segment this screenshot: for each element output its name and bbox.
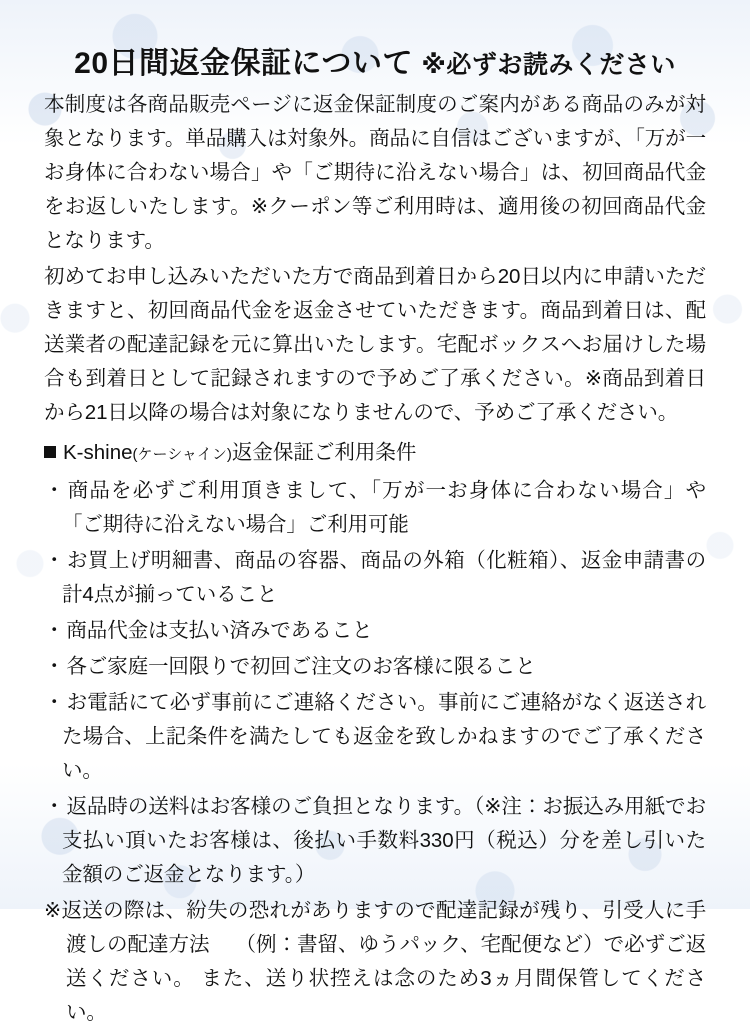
list-item-text: 商品代金は支払い済みであること [66,619,373,642]
list-item [44,474,706,542]
list-item-text: 返品時の送料はお客様のご負担となります。（※注：お振込み用紙でお支払い頂いたお客様は、後払い手数料330円（税込）分を差し引いた金額のご返金となります。） [62,795,706,886]
conditions-heading-text: 返金保証ご利用条件 [231,441,417,464]
page-title-note: ※必ずお読みください [421,51,676,79]
footnote [44,894,706,1030]
intro-paragraph-2: 初めてお申し込みいただいた方で商品到着日から20日以内に申請いただきますと、初回商品代金を返金させていただきます。商品到着日は、配送業者の配達記録を元に算出いたします。宅配ボックスへお届けした場合も到着日として記録されますので予めご了承ください。※商品到着日から21日以降の場合は対象になりませんので、予めご了承ください。 [44,265,706,424]
list-item [44,686,706,788]
list-item [44,544,706,612]
list-bullet: ・ [44,655,65,678]
list-item-text: 各ご家庭一回限りで初回ご注文のお客様に限ること [66,655,536,678]
list-bullet: ・ [44,795,65,818]
list-bullet: ・ [44,691,65,714]
conditions-list [44,474,706,892]
list-item [44,790,706,892]
list-item-text: お買上げ明細書、商品の容器、商品の外箱（化粧箱）、返金申請書の計4点が揃っていること [62,549,706,606]
list-bullet: ・ [44,479,66,502]
list-bullet: ・ [44,549,65,572]
list-item [44,650,706,684]
document-content [44,0,706,1030]
footnote-example: （例：書留、ゆうパック、宅配便など）で必ずご返送ください。 [66,933,706,990]
footnote-lead: ※返送の際は、紛失の恐れがありますので配達記録が残り、引受人に手渡しの配達方法 [44,899,706,956]
list-item-text: お電話にて必ず事前にご連絡ください。事前にご連絡がなく返送された場合、上記条件を満たしても返金を致しかねますのでご了承ください。 [62,691,706,782]
list-item [44,614,706,648]
conditions-heading [44,436,706,472]
list-item-text: 商品を必ずご利用頂きまして、「万が一お身体に合わない場合」や「ご期待に沿えない場合」ご利用可能 [62,479,707,536]
intro-paragraph-1: 本制度は各商品販売ページに返金保証制度のご案内がある商品のみが対象となります。単品購入は対象外。商品に自信はございますが、「万が一お身体に合わない場合」や「ご期待に沿えない場合」は、初回商品代金をお返しいたします。※クーポン等ご利用時は、適用後の初回商品代金となります。 [44,93,706,252]
square-bullet-icon [44,446,56,458]
page-title-main: 20日間返金保証について [74,47,413,80]
page-title [44,0,706,88]
list-bullet: ・ [44,619,65,642]
footnote-tail: また、送り状控えは念のため3ヵ月間保管してください。 [66,967,706,1024]
brand-name: K-shine [63,441,133,464]
brand-name-kana: (ケーシャイン) [132,446,232,463]
